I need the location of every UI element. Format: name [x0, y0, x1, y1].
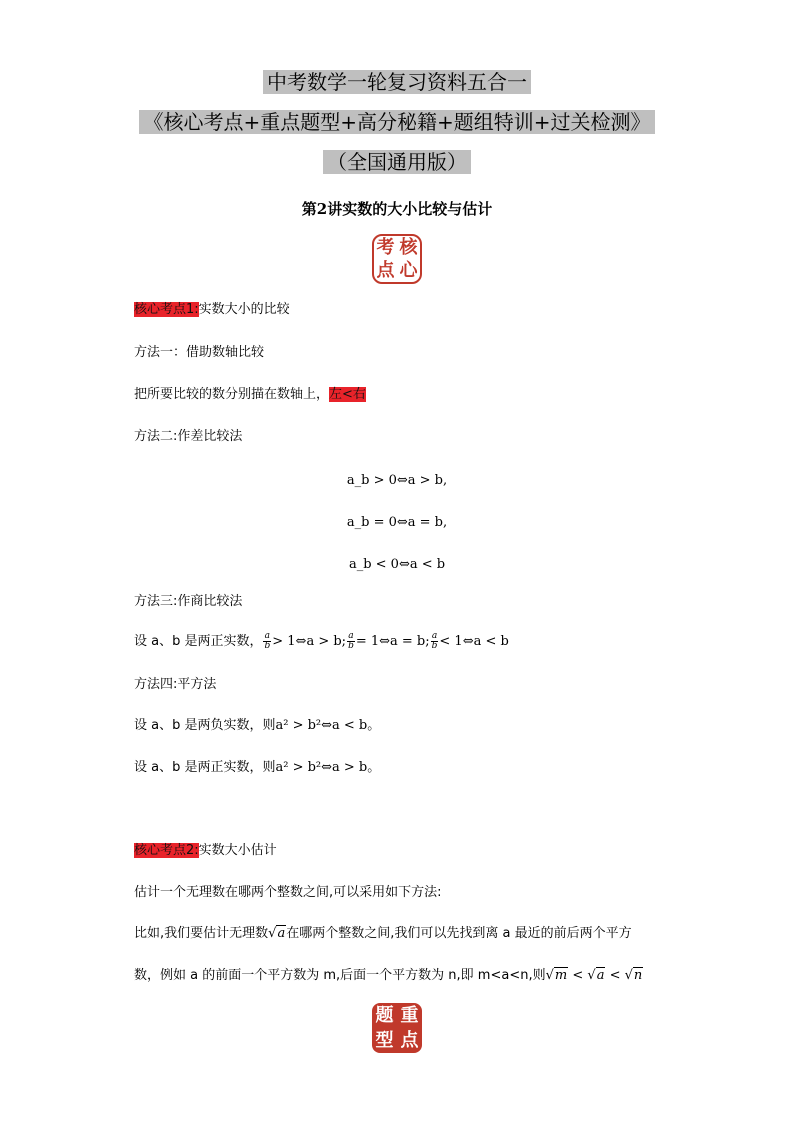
section1-heading: 核心考点1:实数大小的比较 — [134, 302, 290, 317]
equation-2: a_b = 0⇔a = b, — [346, 515, 448, 530]
sqrt-n: √n — [624, 968, 643, 983]
key-types-seal-icon: 题 重 型 点 — [372, 1003, 422, 1053]
core-points-seal-icon: 考 核 点 心 — [372, 234, 422, 284]
title-line-1: 中考数学一轮复习资料五合一 — [0, 68, 794, 96]
fraction-a-over-b: $\frac{a}{b}$ — [264, 631, 271, 651]
method4-line-2: 设 a、b 是两正实数，则a² > b²⇔a > b。 — [134, 760, 381, 775]
method1-text: 把所要比较的数分别描在数轴上，左<右 — [134, 387, 366, 402]
method4-label: 方法四:平方法 — [134, 677, 217, 692]
section2-tag: 核心考点2: — [134, 843, 199, 858]
title-line-3: （全国通用版） — [0, 148, 794, 176]
method1-label: 方法一：借助数轴比较 — [134, 345, 265, 360]
section2-heading: 核心考点2:实数大小估计 — [134, 843, 277, 858]
equation-3: a_b < 0⇔a < b — [348, 557, 446, 572]
method1-highlight: 左<右 — [329, 387, 366, 402]
title-line-2: 《核心考点+重点题型+高分秘籍+题组特训+过关检测》 — [0, 108, 794, 136]
sqrt-a: √a — [587, 968, 605, 983]
method4-line-1: 设 a、b 是两负实数，则a² > b²⇔a < b。 — [134, 718, 381, 733]
equation-1: a_b > 0⇔a > b, — [346, 473, 448, 488]
section2-line-2: 比如,我们要估计无理数√a在哪两个整数之间,我们可以先找到离 a 最近的前后两个平方 — [134, 926, 632, 941]
fraction-a-over-b: $\frac{a}{b}$ — [348, 631, 354, 651]
section2-line-1: 估计一个无理数在哪两个整数之间,可以采用如下方法: — [134, 885, 442, 900]
lesson-title: 第2讲实数的大小比较与估计 — [301, 200, 493, 218]
section1-tag: 核心考点1: — [134, 302, 199, 317]
fraction-a-over-b: $\frac{a}{b}$ — [431, 631, 438, 651]
sqrt-a: √a — [268, 926, 286, 941]
method3-label: 方法三:作商比较法 — [134, 594, 243, 609]
sqrt-m: √m — [545, 968, 568, 983]
method2-label: 方法二:作差比较法 — [134, 429, 243, 444]
section2-line-3: 数，例如 a 的前面一个平方数为 m,后面一个平方数为 n,即 m<a<n,则√m < √a < √n — [134, 968, 643, 983]
method3-text: 设 a、b 是两正实数， $\frac{a}{b}$ > 1⇔a > b; $\frac{a}{b}$ = 1⇔a = b; $\frac{a}{b}$ < 1⇔a < b — [134, 631, 509, 651]
